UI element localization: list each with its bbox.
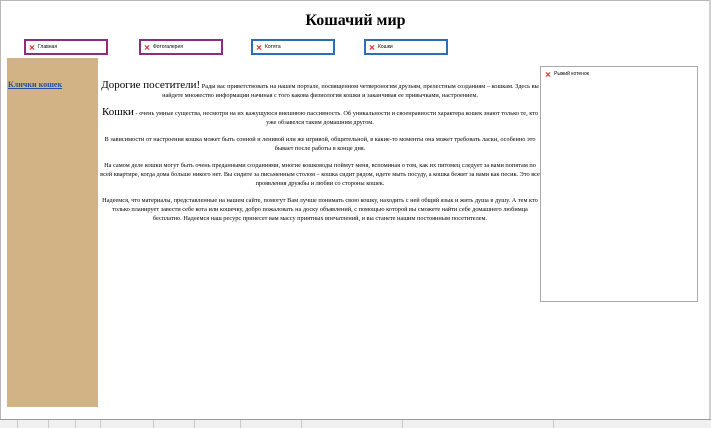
broken-image-icon — [545, 71, 551, 77]
paragraph-closing: Надеемся, что материалы, представленные на нашем сайте, помогут Вам лучше понимать свою кошку, находить с ней общий язык и жить душа в душу. А тем кто только планирует завести себе кота или кошечку, добро пожаловать на доску объявлений, с помощью которой вы сможете найти себе домашнего любимца бесплатно. Надеемся наш ресурс принесет вам массу приятных впечатлений, и вы станете нашим постоянным посетителем. — [102, 197, 538, 222]
window-left-border — [0, 0, 1, 427]
broken-image-placeholder — [545, 71, 589, 77]
cats-lead: Кошки — [101, 106, 134, 118]
broken-image-icon — [144, 44, 150, 50]
broken-image-icon — [369, 44, 375, 50]
broken-image-icon — [256, 44, 262, 50]
nav-button-cats[interactable] — [364, 39, 448, 55]
welcome-text: Рады вас приветствовать на нашем портале, посвященном четвероногим друзьям, прелестным созданиям – кошкам. Здесь вы найдете множество информации начиная с того какова физиология кошки и заканчивая ее привычками, настроением. — [162, 83, 539, 99]
cats-text: - очень умные существа, несмотря на их кажущуюся внешнюю пассивность. Об уникальности и своенравности характера кошек знают только те, кто уже обзавелся таким домашним другом. — [133, 110, 539, 126]
nav-button-gallery[interactable] — [139, 39, 223, 55]
welcome-lead: Дорогие посетители! — [101, 79, 201, 91]
window-top-border — [0, 0, 711, 1]
nav-button-kittens[interactable] — [251, 39, 335, 55]
paragraph-mood: В зависимости от настроения кошка может быть сонной и ленивой или же игривой, общительной, в какие-то моменты она может требовать ласки, особенно это бывает после работы в конце дня. — [104, 136, 536, 152]
paragraph-loyalty: На самом деле кошки могут быть очень преданными созданиями, многие кошководы поймут меня, вспоминая о том, как их питомец следует за вами попятам по всей квартире, когда дома больше никого нет. Вы сидите за письменным столом – кошка сидит рядом, идете мыть посуду, а кошка бежит за вами как песик. Это все проявления дружбы и любви со стороны кошек. — [100, 162, 540, 187]
side-image-box — [540, 66, 698, 302]
nav-button-home[interactable] — [24, 39, 108, 55]
nav-button-label: Фотогалерея — [153, 44, 183, 50]
paragraph-cats — [100, 108, 540, 127]
image-alt-text: Рыжий котенок — [554, 71, 589, 77]
broken-image-icon — [29, 44, 35, 50]
paragraph-welcome — [100, 81, 540, 100]
nav-button-label: Главная — [38, 44, 58, 50]
nav-button-label: Кошки — [378, 44, 393, 50]
sidebar — [7, 58, 98, 407]
main-content — [100, 81, 540, 231]
nav-button-label: Котята — [265, 44, 281, 50]
sidebar-link-cat-names[interactable]: Клички кошек — [8, 80, 63, 89]
page-title: Кошачий мир — [305, 12, 406, 29]
